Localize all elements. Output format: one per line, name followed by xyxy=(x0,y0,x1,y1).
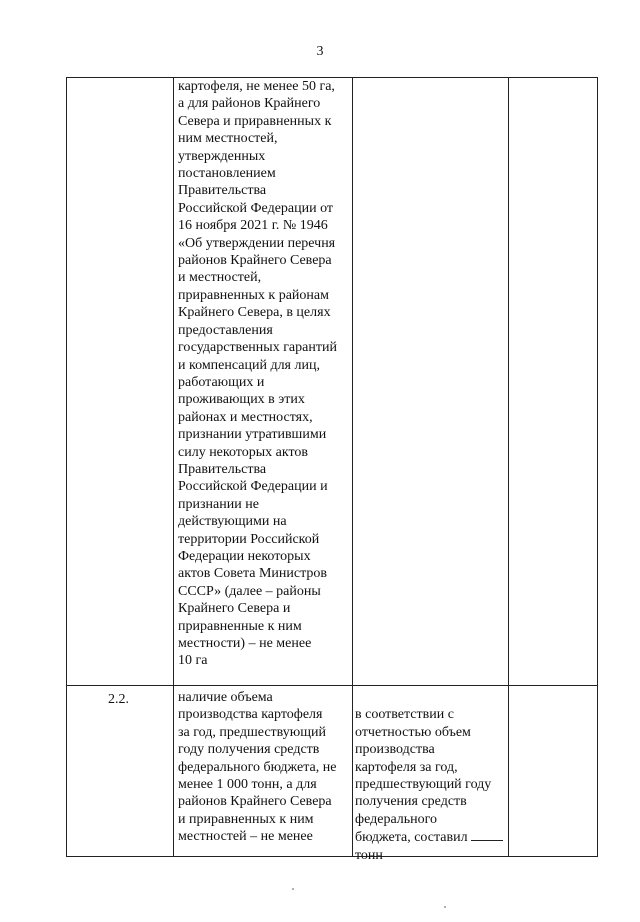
row2-confirmation-cell xyxy=(355,689,509,864)
page-number: 3 xyxy=(316,44,324,59)
table-border-bottom xyxy=(66,856,598,857)
table-column-divider-1 xyxy=(173,77,174,857)
table-border-right xyxy=(597,77,598,857)
scan-speck xyxy=(292,888,294,890)
row2-criterion-text: наличие объема производства картофеля за год, предшествующий году получения средств федерального бюджета, не менее 1 000 тонн, а для районов Крайнего Севера и приравненных к ним местностей – не менее xyxy=(178,690,337,845)
row2-confirmation-text: в соответствии с отчетностью объем производства картофеля за год, предшествующий году получения средств федерального бюджета, составил xyxy=(355,707,492,846)
row1-criterion-text: картофеля, не менее 50 га, а для районов Крайнего Севера и приравненных к ним местностей, утвержденных постановлением Правительства Российской Федерации от 16 ноября 2021 г. № 1946 «Об утверждении перечня районов Крайнего Севера и местностей, приравненных к районам Крайнего Севера, в целях предоставления государственных гарантий и компенсаций для лиц, работающих и проживающих в этих районах и местностях, признании утратившими силу некоторых актов Правительства Российской Федерации и признании не действующими на территории Российской Федерации некоторых актов Совета Министров СССР» (далее – районы Крайнего Севера и приравненные к ним местности) – не менее 10 га xyxy=(178,79,337,669)
table-row-divider xyxy=(66,685,598,686)
scan-speck xyxy=(444,906,446,908)
criteria-table xyxy=(66,77,598,863)
row2-confirmation-unit: тонн xyxy=(355,847,383,863)
table-border-left xyxy=(66,77,67,857)
blank-fill-line xyxy=(471,828,503,841)
row2-number: 2.2. xyxy=(108,692,129,707)
